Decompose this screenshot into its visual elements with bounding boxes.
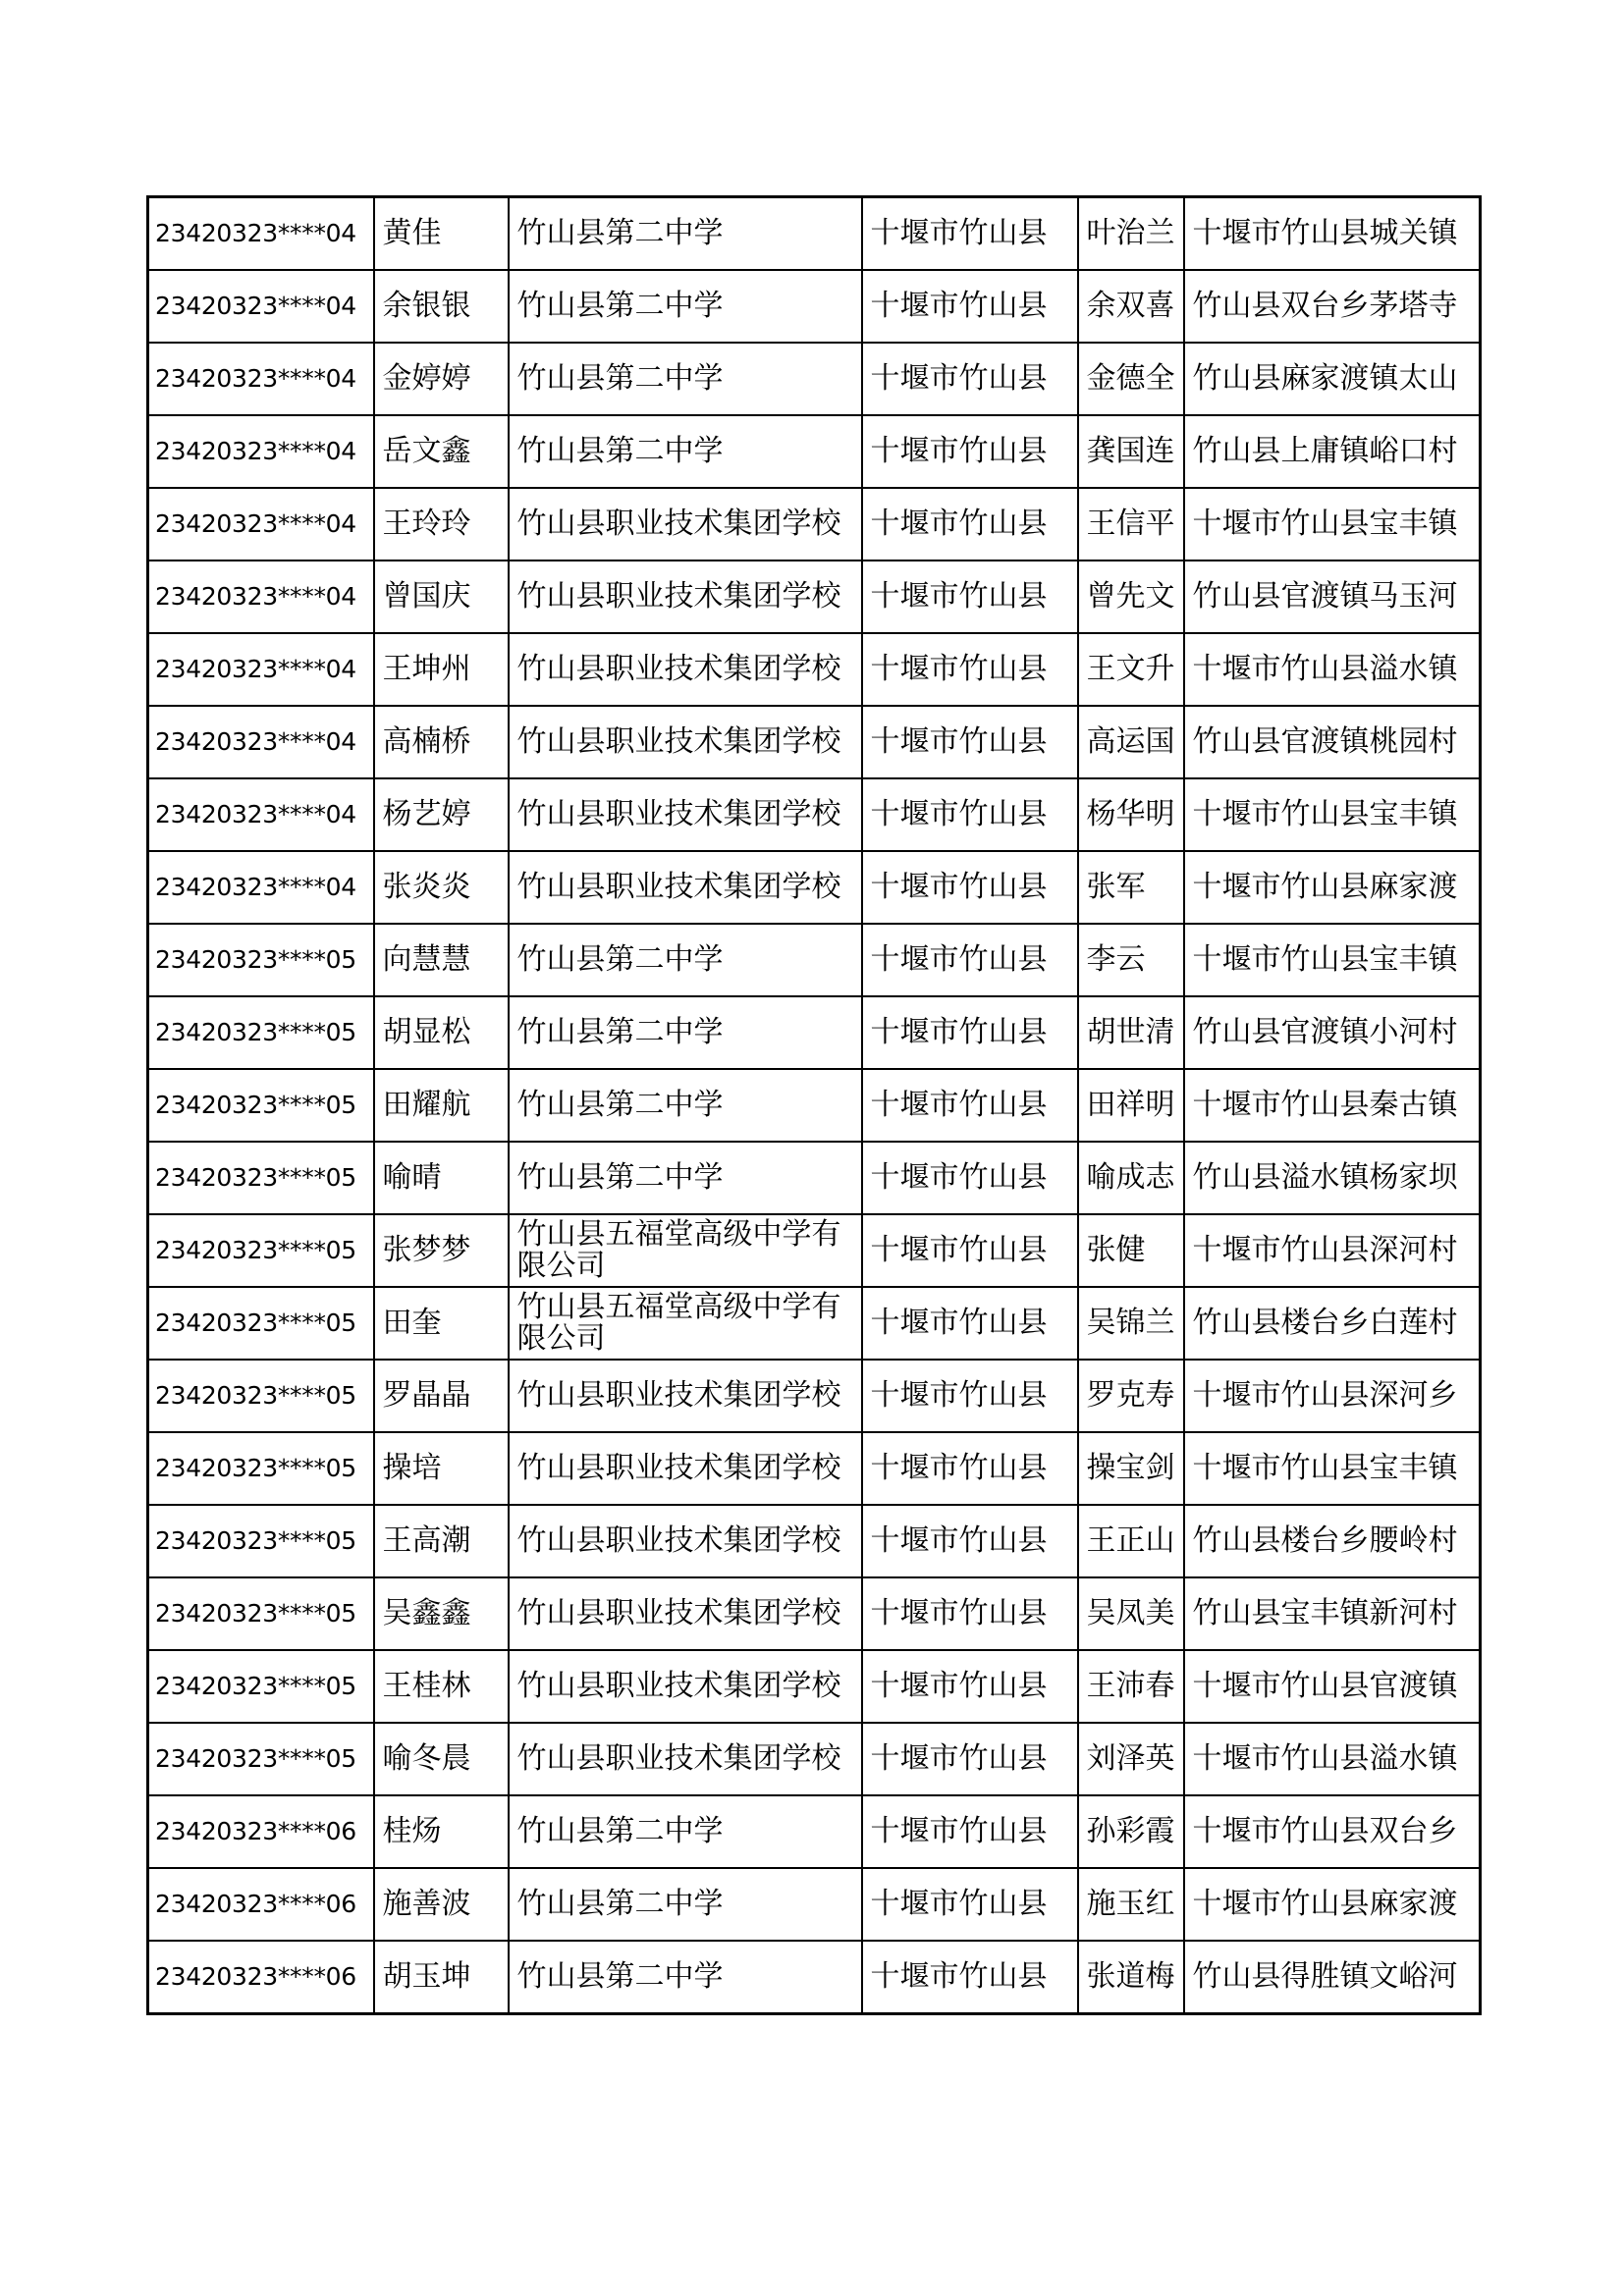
student-name-cell: 黄佳	[374, 197, 509, 271]
table-row	[148, 778, 1481, 851]
table-row	[148, 1432, 1481, 1505]
guardian-name-cell: 刘泽英	[1078, 1723, 1184, 1795]
guardian-name-cell: 王信平	[1078, 488, 1184, 561]
guardian-name-cell: 龚国连	[1078, 415, 1184, 488]
region-cell: 十堰市竹山县	[862, 778, 1078, 851]
table-row	[148, 1941, 1481, 2014]
table-body	[148, 197, 1481, 2014]
address-cell: 竹山县双台乡茅塔寺	[1184, 270, 1481, 343]
region-cell: 十堰市竹山县	[862, 1795, 1078, 1868]
school-cell: 竹山县职业技术集团学校	[509, 1650, 862, 1723]
address-cell: 十堰市竹山县城关镇	[1184, 197, 1481, 271]
address-cell: 竹山县楼台乡白莲村	[1184, 1287, 1481, 1360]
region-cell: 十堰市竹山县	[862, 633, 1078, 706]
school-cell: 竹山县职业技术集团学校	[509, 1577, 862, 1650]
table-row	[148, 270, 1481, 343]
table-row	[148, 1142, 1481, 1214]
guardian-name-cell: 杨华明	[1078, 778, 1184, 851]
guardian-name-cell: 李云	[1078, 924, 1184, 996]
region-cell: 十堰市竹山县	[862, 1142, 1078, 1214]
address-cell: 竹山县麻家渡镇太山	[1184, 343, 1481, 415]
id-number-cell: 23420323****04	[148, 851, 374, 924]
address-cell: 十堰市竹山县官渡镇	[1184, 1650, 1481, 1723]
guardian-name-cell: 王正山	[1078, 1505, 1184, 1577]
guardian-name-cell: 孙彩霞	[1078, 1795, 1184, 1868]
guardian-name-cell: 曾先文	[1078, 561, 1184, 633]
table-row	[148, 1360, 1481, 1432]
region-cell: 十堰市竹山县	[862, 561, 1078, 633]
student-table	[146, 195, 1482, 2015]
table-row	[148, 706, 1481, 778]
region-cell: 十堰市竹山县	[862, 1360, 1078, 1432]
address-cell: 十堰市竹山县深河乡	[1184, 1360, 1481, 1432]
school-cell: 竹山县第二中学	[509, 1142, 862, 1214]
id-number-cell: 23420323****04	[148, 633, 374, 706]
guardian-name-cell: 罗克寿	[1078, 1360, 1184, 1432]
student-name-cell: 曾国庆	[374, 561, 509, 633]
student-name-cell: 田奎	[374, 1287, 509, 1360]
id-number-cell: 23420323****06	[148, 1941, 374, 2014]
school-cell: 竹山县职业技术集团学校	[509, 851, 862, 924]
student-name-cell: 杨艺婷	[374, 778, 509, 851]
address-cell: 十堰市竹山县宝丰镇	[1184, 1432, 1481, 1505]
region-cell: 十堰市竹山县	[862, 1577, 1078, 1650]
school-cell: 竹山县第二中学	[509, 1868, 862, 1941]
guardian-name-cell: 余双喜	[1078, 270, 1184, 343]
region-cell: 十堰市竹山县	[862, 996, 1078, 1069]
guardian-name-cell: 吴锦兰	[1078, 1287, 1184, 1360]
guardian-name-cell: 施玉红	[1078, 1868, 1184, 1941]
table-row	[148, 1214, 1481, 1287]
table-row	[148, 633, 1481, 706]
id-number-cell: 23420323****04	[148, 561, 374, 633]
table-row	[148, 488, 1481, 561]
id-number-cell: 23420323****05	[148, 1287, 374, 1360]
table-row	[148, 1650, 1481, 1723]
school-cell: 竹山县第二中学	[509, 996, 862, 1069]
region-cell: 十堰市竹山县	[862, 415, 1078, 488]
student-name-cell: 王坤州	[374, 633, 509, 706]
address-cell: 十堰市竹山县宝丰镇	[1184, 488, 1481, 561]
school-cell: 竹山县职业技术集团学校	[509, 706, 862, 778]
student-name-cell: 王高潮	[374, 1505, 509, 1577]
school-cell: 竹山县职业技术集团学校	[509, 778, 862, 851]
guardian-name-cell: 吴凤美	[1078, 1577, 1184, 1650]
address-cell: 竹山县宝丰镇新河村	[1184, 1577, 1481, 1650]
student-name-cell: 王桂林	[374, 1650, 509, 1723]
school-cell: 竹山县职业技术集团学校	[509, 488, 862, 561]
address-cell: 竹山县上庸镇峪口村	[1184, 415, 1481, 488]
region-cell: 十堰市竹山县	[862, 1868, 1078, 1941]
school-cell: 竹山县第二中学	[509, 1941, 862, 2014]
id-number-cell: 23420323****04	[148, 197, 374, 271]
region-cell: 十堰市竹山县	[862, 270, 1078, 343]
student-name-cell: 胡显松	[374, 996, 509, 1069]
school-cell: 竹山县第二中学	[509, 415, 862, 488]
address-cell: 十堰市竹山县麻家渡	[1184, 851, 1481, 924]
table-row	[148, 1287, 1481, 1360]
student-name-cell: 向慧慧	[374, 924, 509, 996]
student-name-cell: 喻晴	[374, 1142, 509, 1214]
student-name-cell: 罗晶晶	[374, 1360, 509, 1432]
region-cell: 十堰市竹山县	[862, 197, 1078, 271]
school-cell: 竹山县职业技术集团学校	[509, 1723, 862, 1795]
student-name-cell: 王玲玲	[374, 488, 509, 561]
school-cell: 竹山县第二中学	[509, 1795, 862, 1868]
student-name-cell: 张梦梦	[374, 1214, 509, 1287]
id-number-cell: 23420323****05	[148, 1505, 374, 1577]
school-cell: 竹山县职业技术集团学校	[509, 1360, 862, 1432]
address-cell: 十堰市竹山县双台乡	[1184, 1795, 1481, 1868]
id-number-cell: 23420323****05	[148, 1214, 374, 1287]
region-cell: 十堰市竹山县	[862, 1941, 1078, 2014]
school-cell: 竹山县第二中学	[509, 924, 862, 996]
table-row	[148, 197, 1481, 271]
id-number-cell: 23420323****05	[148, 1432, 374, 1505]
guardian-name-cell: 王沛春	[1078, 1650, 1184, 1723]
table-row	[148, 1505, 1481, 1577]
address-cell: 竹山县官渡镇马玉河	[1184, 561, 1481, 633]
table-row	[148, 851, 1481, 924]
region-cell: 十堰市竹山县	[862, 1214, 1078, 1287]
guardian-name-cell: 张军	[1078, 851, 1184, 924]
region-cell: 十堰市竹山县	[862, 706, 1078, 778]
guardian-name-cell: 金德全	[1078, 343, 1184, 415]
student-name-cell: 操培	[374, 1432, 509, 1505]
region-cell: 十堰市竹山县	[862, 1650, 1078, 1723]
address-cell: 十堰市竹山县溢水镇	[1184, 633, 1481, 706]
region-cell: 十堰市竹山县	[862, 1287, 1078, 1360]
region-cell: 十堰市竹山县	[862, 343, 1078, 415]
school-cell: 竹山县第二中学	[509, 343, 862, 415]
id-number-cell: 23420323****04	[148, 488, 374, 561]
school-cell: 竹山县第二中学	[509, 270, 862, 343]
table-row	[148, 1868, 1481, 1941]
id-number-cell: 23420323****05	[148, 1650, 374, 1723]
table-row	[148, 1069, 1481, 1142]
table-row	[148, 1577, 1481, 1650]
school-cell: 竹山县职业技术集团学校	[509, 1505, 862, 1577]
table-row	[148, 1723, 1481, 1795]
id-number-cell: 23420323****06	[148, 1795, 374, 1868]
id-number-cell: 23420323****05	[148, 1577, 374, 1650]
address-cell: 十堰市竹山县溢水镇	[1184, 1723, 1481, 1795]
student-name-cell: 施善波	[374, 1868, 509, 1941]
student-name-cell: 田耀航	[374, 1069, 509, 1142]
id-number-cell: 23420323****06	[148, 1868, 374, 1941]
address-cell: 十堰市竹山县秦古镇	[1184, 1069, 1481, 1142]
school-cell: 竹山县职业技术集团学校	[509, 1432, 862, 1505]
address-cell: 十堰市竹山县宝丰镇	[1184, 924, 1481, 996]
guardian-name-cell: 胡世清	[1078, 996, 1184, 1069]
id-number-cell: 23420323****05	[148, 924, 374, 996]
student-name-cell: 吴鑫鑫	[374, 1577, 509, 1650]
guardian-name-cell: 操宝剑	[1078, 1432, 1184, 1505]
table-row	[148, 996, 1481, 1069]
address-cell: 十堰市竹山县麻家渡	[1184, 1868, 1481, 1941]
guardian-name-cell: 张道梅	[1078, 1941, 1184, 2014]
student-name-cell: 桂炀	[374, 1795, 509, 1868]
student-name-cell: 高楠桥	[374, 706, 509, 778]
school-cell: 竹山县第二中学	[509, 1069, 862, 1142]
address-cell: 竹山县楼台乡腰岭村	[1184, 1505, 1481, 1577]
region-cell: 十堰市竹山县	[862, 1432, 1078, 1505]
student-name-cell: 余银银	[374, 270, 509, 343]
student-name-cell: 喻冬晨	[374, 1723, 509, 1795]
school-cell: 竹山县五福堂高级中学有限公司	[509, 1287, 862, 1360]
student-name-cell: 金婷婷	[374, 343, 509, 415]
school-cell: 竹山县五福堂高级中学有限公司	[509, 1214, 862, 1287]
id-number-cell: 23420323****04	[148, 415, 374, 488]
table-row	[148, 1795, 1481, 1868]
region-cell: 十堰市竹山县	[862, 1069, 1078, 1142]
address-cell: 竹山县官渡镇小河村	[1184, 996, 1481, 1069]
table-row	[148, 415, 1481, 488]
table-row	[148, 561, 1481, 633]
guardian-name-cell: 王文升	[1078, 633, 1184, 706]
address-cell: 竹山县得胜镇文峪河	[1184, 1941, 1481, 2014]
address-cell: 十堰市竹山县深河村	[1184, 1214, 1481, 1287]
region-cell: 十堰市竹山县	[862, 1505, 1078, 1577]
table-row	[148, 343, 1481, 415]
school-cell: 竹山县职业技术集团学校	[509, 633, 862, 706]
id-number-cell: 23420323****04	[148, 778, 374, 851]
id-number-cell: 23420323****05	[148, 1069, 374, 1142]
region-cell: 十堰市竹山县	[862, 1723, 1078, 1795]
id-number-cell: 23420323****05	[148, 1142, 374, 1214]
address-cell: 竹山县溢水镇杨家坝	[1184, 1142, 1481, 1214]
id-number-cell: 23420323****05	[148, 996, 374, 1069]
id-number-cell: 23420323****04	[148, 706, 374, 778]
id-number-cell: 23420323****05	[148, 1723, 374, 1795]
student-name-cell: 岳文鑫	[374, 415, 509, 488]
school-cell: 竹山县职业技术集团学校	[509, 561, 862, 633]
guardian-name-cell: 田祥明	[1078, 1069, 1184, 1142]
guardian-name-cell: 张健	[1078, 1214, 1184, 1287]
table-row	[148, 924, 1481, 996]
region-cell: 十堰市竹山县	[862, 488, 1078, 561]
school-cell: 竹山县第二中学	[509, 197, 862, 271]
region-cell: 十堰市竹山县	[862, 851, 1078, 924]
guardian-name-cell: 喻成志	[1078, 1142, 1184, 1214]
student-name-cell: 胡玉坤	[374, 1941, 509, 2014]
id-number-cell: 23420323****05	[148, 1360, 374, 1432]
address-cell: 竹山县官渡镇桃园村	[1184, 706, 1481, 778]
id-number-cell: 23420323****04	[148, 270, 374, 343]
region-cell: 十堰市竹山县	[862, 924, 1078, 996]
guardian-name-cell: 叶治兰	[1078, 197, 1184, 271]
guardian-name-cell: 高运国	[1078, 706, 1184, 778]
id-number-cell: 23420323****04	[148, 343, 374, 415]
student-name-cell: 张炎炎	[374, 851, 509, 924]
address-cell: 十堰市竹山县宝丰镇	[1184, 778, 1481, 851]
